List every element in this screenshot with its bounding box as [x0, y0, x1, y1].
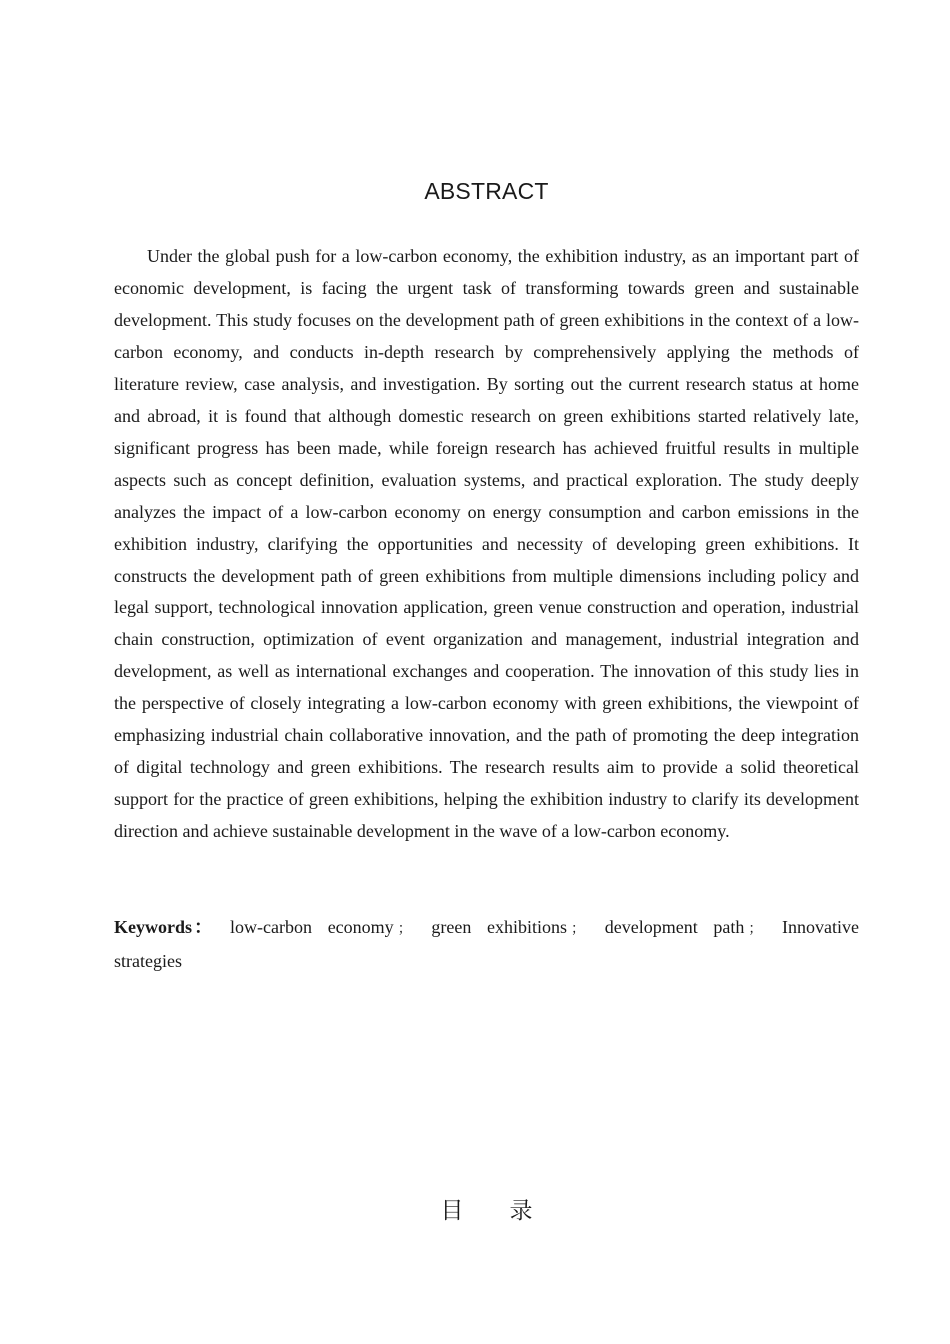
keyword-item: Innovative strategies — [114, 917, 860, 971]
keywords-label: Keywords： — [114, 917, 215, 937]
abstract-body: Under the global push for a low-carbon economy, the exhibition industry, as an important part of economic development, is facing the urgent task of transforming towards green and sustainable development. This study focuses on the development path of green exhibitions in the context of a low-carbon economy, and conducts in-depth research by comprehensively applying the methods of literature review, case analysis, and investigation. By sorting out the current research status at home and abroad, it is found that although domestic research on green exhibitions started relatively late, significant progress has been made, while foreign research has achieved fruitful results in multiple aspects such as concept definition, evaluation systems, and practical exploration. The study deeply analyzes the impact of a low-carbon economy on energy consumption and carbon emissions in the exhibition industry, clarifying the opportunities and necessity of developing green exhibitions. It constructs the development path of green exhibitions from multiple dimensions including policy and legal support, technological innovation application, green venue construction and operation, industrial chain construction, optimization of event organization and management, industrial integration and development, as well as international exchanges and cooperation. The innovation of this study lies in the perspective of closely integrating a low-carbon economy with green exhibitions, the viewpoint of emphasizing industrial chain collaborative innovation, and the path of promoting the deep integration of digital technology and green exhibitions. The research results aim to provide a solid theoretical support for the practice of green exhibitions, helping the exhibition industry to clarify its development direction and achieve sustainable development in the wave of a low-carbon economy. — [114, 246, 859, 842]
toc-title-char: 目 — [440, 1198, 464, 1224]
keyword-item: green exhibitions — [431, 917, 568, 937]
toc-title-char: 录 — [509, 1198, 533, 1224]
keywords-line — [114, 912, 859, 978]
keyword-separator: ； — [571, 922, 586, 937]
keyword-item: development path — [604, 917, 745, 937]
keyword-separator: ； — [748, 922, 763, 937]
keyword-item: low-carbon economy — [230, 917, 394, 937]
keyword-separator: ； — [397, 922, 412, 937]
table-of-contents-title — [0, 1192, 950, 1225]
abstract-title: ABSTRACT — [424, 178, 549, 204]
